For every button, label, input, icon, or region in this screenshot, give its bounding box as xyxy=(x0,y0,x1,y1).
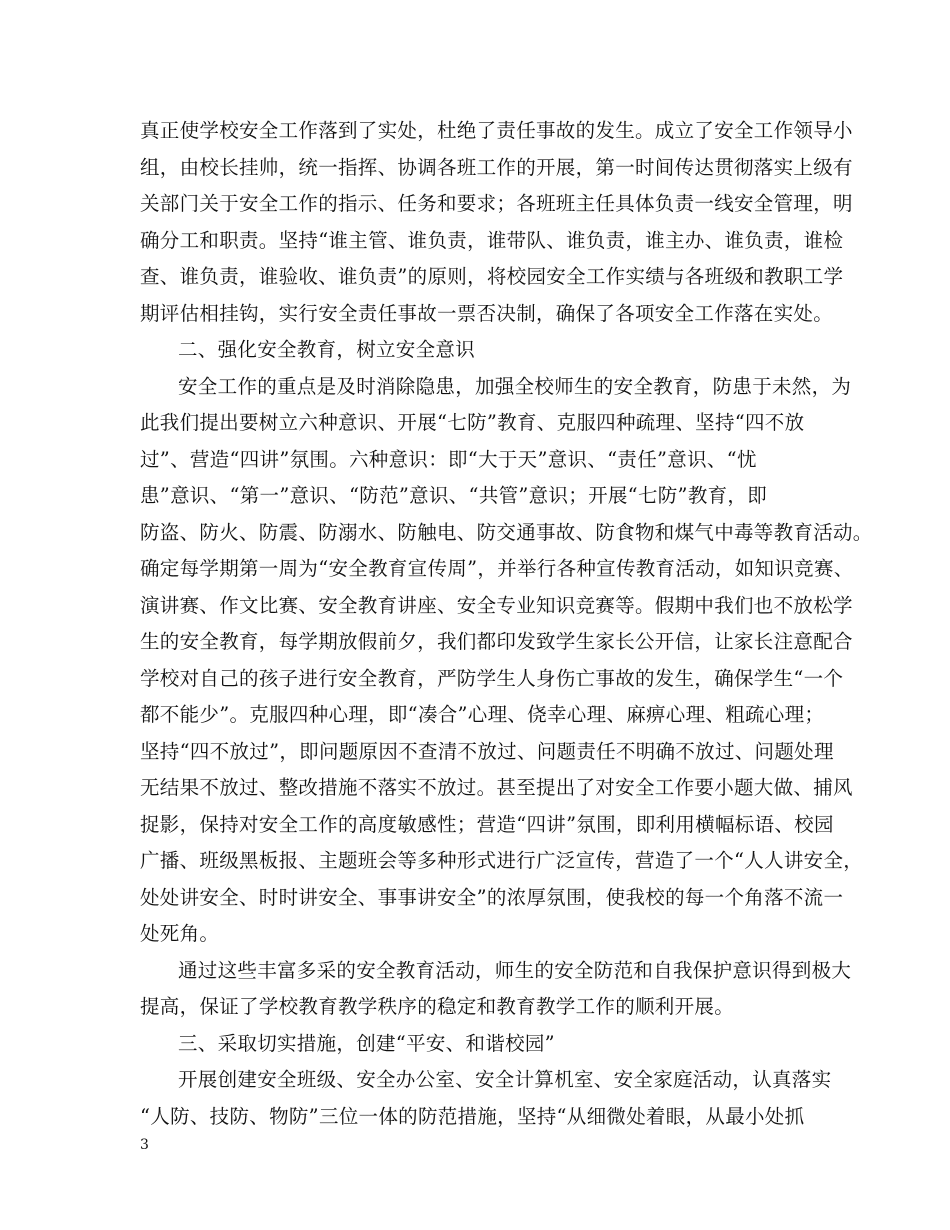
section-heading: 三、采取切实措施，创建“平安、和谐校园” xyxy=(178,1031,555,1055)
text-line: 关部门关于安全工作的指示、任务和要求；各班班主任具体负责一线安全管理，明 xyxy=(140,192,853,215)
text-line: 都不能少”。克服四种心理，即“凑合”心理、侥幸心理、麻痹心理、粗疏心理； xyxy=(140,703,825,726)
text-line: 学校对自己的孩子进行安全教育，严防学生人身伤亡事故的发生，确保学生“一个 xyxy=(140,666,844,690)
text-line: 开展创建安全班级、安全办公室、安全计算机室、安全家庭活动，认真落实 xyxy=(178,1068,832,1091)
document-body xyxy=(140,113,873,1135)
text-line: 确分工和职责。坚持“谁主管、谁负责，谁带队、谁负责，谁主办、谁负责，谁检 xyxy=(140,228,844,252)
text-line: 提高，保证了学校教育教学秩序的稳定和教育教学工作的顺利开展。 xyxy=(140,995,735,1018)
text-line: 组，由校长挂帅，统一指挥、协调各班工作的开展，第一时间传达贯彻落实上级有 xyxy=(140,155,853,179)
text-line: 查、谁负责，谁验收、谁负责”的原则，将校园安全工作实绩与各班级和教职工学 xyxy=(140,265,844,288)
text-line: 通过这些丰富多采的安全教育活动，师生的安全防范和自我保护意识得到极大 xyxy=(178,958,852,982)
text-line: 处死角。 xyxy=(140,922,220,945)
text-line: 确定每学期第一周为“安全教育宣传周”，并举行各种宣传教育活动，如知识竞赛、 xyxy=(140,557,854,580)
text-line: 无结果不放过、整改措施不落实不放过。甚至提出了对安全工作要小题大做、捕风 xyxy=(140,776,853,799)
text-line: 生的安全教育，每学期放假前夕，我们都印发致学生家长公开信，让家长注意配合 xyxy=(140,630,853,653)
text-line: 安全工作的重点是及时消除隐患，加强全校师生的安全教育，防患于未然，为 xyxy=(178,374,852,398)
text-line: 演讲赛、作文比赛、安全教育讲座、安全专业知识竞赛等。假期中我们也不放松学 xyxy=(140,593,853,617)
text-line: 期评估相挂钩，实行安全责任事故一票否决制，确保了各项安全工作落在实处。 xyxy=(140,301,834,325)
text-line: 真正使学校安全工作落到了实处，杜绝了责任事故的发生。成立了安全工作领导小 xyxy=(140,119,853,142)
text-line: 过”、营造“四讲”氛围。六种意识：即“大于天”意识、“责任”意识、“忧 xyxy=(140,447,757,471)
page-number: 3 xyxy=(140,1137,149,1153)
text-line: 坚持“四不放过”，即问题原因不查清不放过、问题责任不明确不放过、问题处理 xyxy=(140,739,834,763)
text-line: 防盗、防火、防震、防溺水、防触电、防交通事故、防食物和煤气中毒等教育活动。 xyxy=(140,520,873,544)
text-line: 处处讲安全、时时讲安全、事事讲安全”的浓厚氛围，使我校的每一个角落不流一 xyxy=(140,885,844,909)
text-line: 广播、班级黑板报、主题班会等多种形式进行广泛宣传，营造了一个“人人讲安全， xyxy=(140,849,864,872)
text-line: 此我们提出要树立六种意识、开展“七防”教育、克服四种疏理、坚持“四不放 xyxy=(140,411,805,434)
text-line: “人防、技防、物防”三位一体的防范措施，坚持“从细微处着眼，从最小处抓 xyxy=(140,1104,805,1128)
section-heading: 二、强化安全教育，树立安全意识 xyxy=(178,338,476,361)
text-line: 捉影，保持对安全工作的高度敏感性；营造“四讲”氛围，即利用横幅标语、校园 xyxy=(140,812,834,836)
text-line: 患”意识、“第一”意识、“防范”意识、“共管”意识；开展“七防”教育，即 xyxy=(140,484,768,507)
